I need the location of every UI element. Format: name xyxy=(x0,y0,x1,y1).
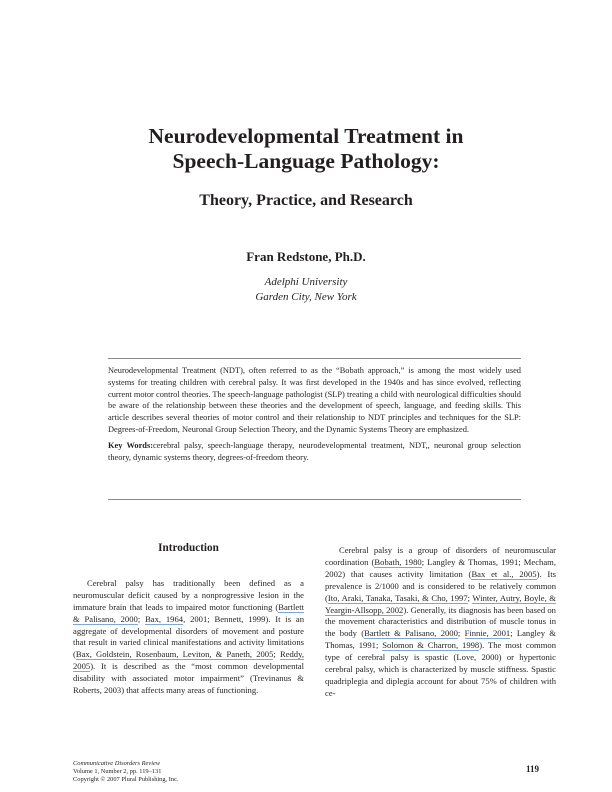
text-run: ). It is described as the “most common developmental disability with associated motor impairment” (Trevinanus & Roberts, 2003) that affects many areas of functioning. xyxy=(73,661,304,696)
title-line-2: Speech-Language Pathology: xyxy=(172,149,440,173)
text-run: ). Its prevalence is 2/1000 and is considered to be relatively common ( xyxy=(325,568,556,603)
text-run: Cerebral palsy is a group of disorders of neuromuscular coordination ( xyxy=(325,545,556,567)
citation-link[interactable]: Bartlett & Palisano, 2000 xyxy=(364,628,458,639)
page-footer xyxy=(73,760,179,785)
author-name: Fran Redstone, Ph.D. xyxy=(246,249,366,264)
citation-link[interactable]: Winter, Autry, Boyle, & Yeargin-Allsopp, 2002 xyxy=(325,592,556,615)
abstract-text: Neurodevelopmental Treatment (NDT), often referred to as the “Bobath approach,” is among the most widely used systems for treating children with cerebral palsy. It was first developed in the 1940s and has since evolved, reflecting current motor control theories. The speech-language pathologist (SLP) treating a child with neurological difficulties should be aware of the relationship between these theories and the development of speech, language, and feeding skills. This article describes several theories of motor control and their relationship to NDT principles and techniques for the SLP: Degrees-of-Freedom, Neuronal Group Selection Theory, and the Dynamic Systems Theory are emphasized. xyxy=(108,366,521,434)
body-paragraph xyxy=(325,545,556,700)
page-number: 119 xyxy=(525,764,539,774)
keywords xyxy=(108,440,521,464)
text-run: ). Generally, its diagnosis has been based on the movement characteristics and distribution of muscle tonus in the body ( xyxy=(325,604,556,639)
title-line-1: Neurodevelopmental Treatment in xyxy=(148,124,464,148)
intro-paragraph xyxy=(73,578,304,697)
text-run: ; xyxy=(273,649,280,660)
citation-link[interactable]: Bartlett & Palisano, 2000 xyxy=(73,601,304,624)
citation-link[interactable]: Finnie, 2001 xyxy=(464,628,511,639)
abstract-top-rule xyxy=(108,358,521,359)
citation-link[interactable]: Bax et al., 2005 xyxy=(471,568,537,579)
journal-name: Communicative Disorders Review xyxy=(73,760,161,767)
right-column xyxy=(325,545,556,700)
citation-link[interactable]: Solomon & Charron, 1998 xyxy=(382,640,480,651)
author-location: Garden City, New York xyxy=(255,291,357,303)
copyright-notice: Copyright © 2007 Plural Publishing, Inc. xyxy=(73,776,179,784)
section-heading-introduction: Introduction xyxy=(158,542,219,554)
article-subtitle: Theory, Practice, and Research xyxy=(199,192,413,209)
keywords-label: Key Words: xyxy=(108,440,153,450)
text-run: ; xyxy=(467,592,473,603)
citation-link[interactable]: Bax, 1964 xyxy=(145,613,184,624)
text-run: ; Langley & Thomas, 1991; Mecham, 2002) that causes activity limitation ( xyxy=(325,556,556,579)
keywords-text: cerebral palsy, speech-language therapy, neurodevelopmental treatment, NDT,, neuronal group selection theory, dynamic systems theory, degrees-of-freedom theory. xyxy=(108,440,521,462)
citation-link[interactable]: Reddy, 2005 xyxy=(73,649,304,672)
text-run: ; Langley & Thomas, 1991; xyxy=(325,628,556,651)
text-run: ; xyxy=(137,613,146,624)
journal-volume: Volume 1, Number 2, pp. 119–131 xyxy=(73,768,162,776)
abstract xyxy=(108,365,521,463)
citation-link[interactable]: Bobath, 1980 xyxy=(374,556,422,567)
text-run: , 2001; Bennett, 1999). It is an aggregate of developmental disorders of movement and posture that result in varied clinical manifestations and activity limitations ( xyxy=(73,613,304,660)
text-run: ). The most common type of cerebral palsy is spastic (Love, 2000) or hypertonic cerebral palsy, which is characterized by muscle stiffness. Spastic quadriplegia and diplegia account for about 75% of children with ce- xyxy=(325,640,556,698)
text-run: ; xyxy=(457,628,465,639)
left-column xyxy=(73,543,304,697)
citation-link[interactable]: Ito, Araki, Tanaka, Tasaki, & Cho, 1997 xyxy=(327,592,468,603)
author-institution: Adelphi University xyxy=(264,276,348,288)
citation-link[interactable]: Bax, Goldstein, Rosenbaum, Leviton, & Paneth, 2005 xyxy=(75,649,274,660)
text-run: Cerebral palsy has traditionally been defined as a neuromuscular deficit caused by a nonprogressive lesion in the immature brain that leads to impaired motor functioning ( xyxy=(73,577,304,612)
author-affiliation xyxy=(0,275,612,305)
article-title xyxy=(0,124,612,174)
abstract-bottom-rule xyxy=(108,499,521,500)
